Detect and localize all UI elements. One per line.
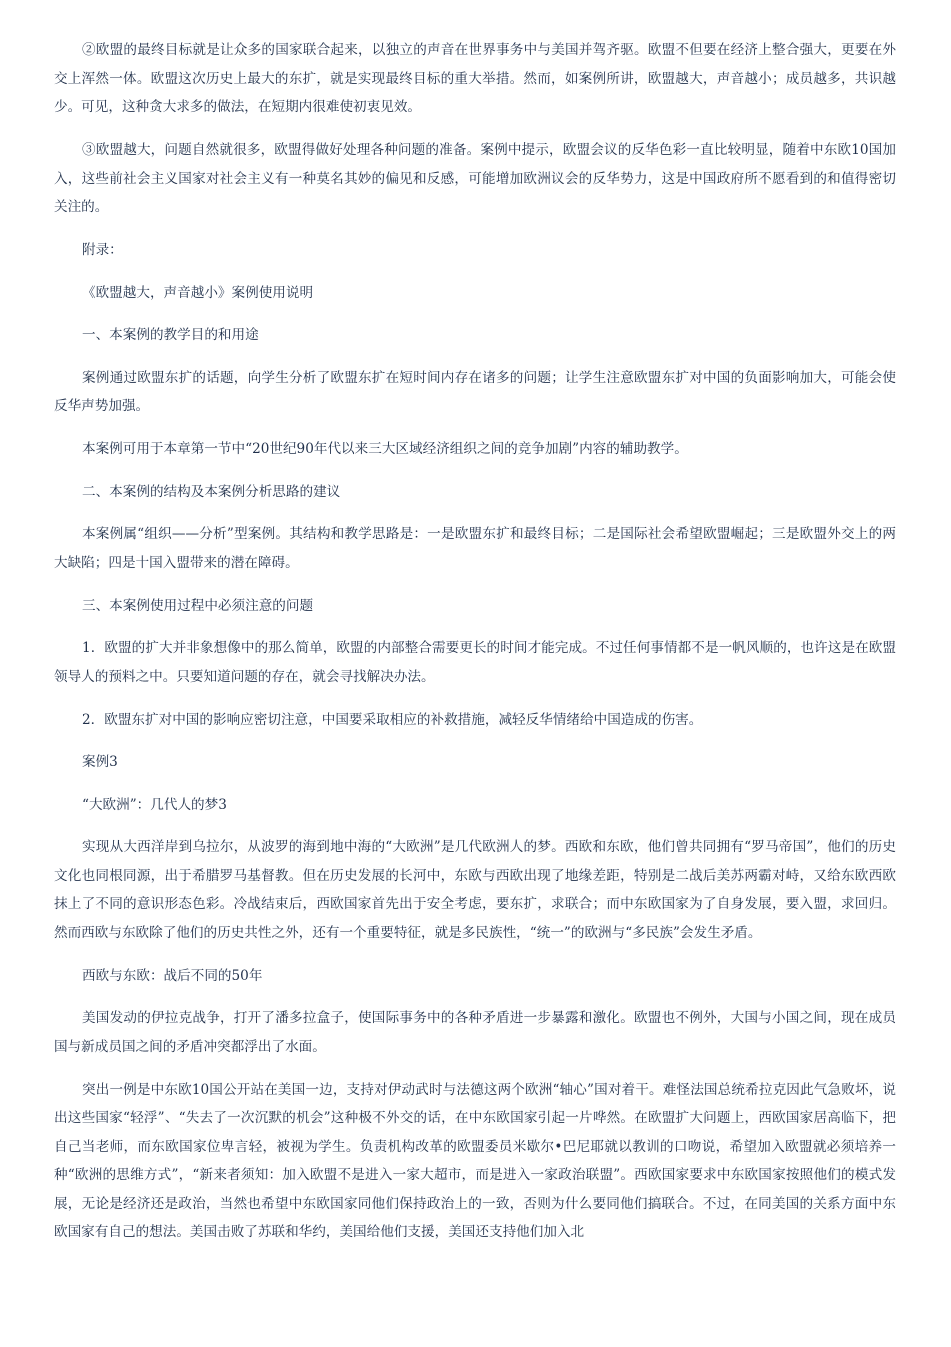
case-title: “大欧洲”：几代人的梦3 (82, 796, 227, 813)
section-heading-3: 三、本案例使用过程中必须注意的问题 (82, 597, 314, 614)
paragraph-note-2: 2．欧盟东扩对中国的影响应密切注意，中国要采取相应的补救措施，减轻反华情绪给中国造成的伤害。 (82, 711, 703, 728)
section-heading-2: 二、本案例的结构及本案例分析思路的建议 (82, 483, 341, 500)
section-heading-1: 一、本案例的教学目的和用途 (82, 327, 259, 343)
paragraph-greater-europe: 实现从大西洋岸到乌拉尔，从波罗的海到地中海的“大欧洲”是几代欧洲人的梦。西欧和东欧，他们曾共同拥有“罗马帝国”，他们的历史文化也同根同源，出于希腊罗马基督教。但在历史发展的长河中，东欧与西欧出现了地缘差距，特别是二战后美苏两霸对峙，又给东欧西欧抹上了不同的意识形态色彩。冷战结束后，西欧国家首先出于安全考虑，要东扩，求联合；而中东欧国家为了自身发展，要入盟，求回归。然而西欧与东欧除了他们的历史共性之外，还有一个重要特征，就是多民族性，“统一”的欧洲与“多民族”会发生矛盾。 (54, 839, 896, 941)
paragraph-note-1: 1．欧盟的扩大并非象想像中的那么简单，欧盟的内部整合需要更长的时间才能完成。不过任何事情都不是一帆风顺的，也许这是在欧盟领导人的预料之中。只要知道问题的存在，就会寻找解决办法。 (54, 640, 896, 685)
appendix-label: 附录： (82, 242, 123, 258)
paragraph-case-structure: 本案例属“组织——分析”型案例。其结构和教学思路是：一是欧盟东扩和最终目标；二是国际社会希望欧盟崛起；三是欧盟外交上的两大缺陷；四是十国入盟带来的潜在障碍。 (54, 526, 896, 571)
paragraph-usage-scope: 本案例可用于本章第一节中“20世纪90年代以来三大区域经济组织之间的竞争加剧”内容的辅助教学。 (82, 441, 688, 457)
paragraph-iraq-war: 美国发动的伊拉克战争，打开了潘多拉盒子，使国际事务中的各种矛盾进一步暴露和激化。欧盟也不例外，大国与小国之间，现在成员国与新成员国之间的矛盾冲突都浮出了水面。 (54, 1010, 896, 1055)
document-page (54, 36, 896, 1260)
paragraph-eu-problems: ③欧盟越大，问题自然就很多，欧盟得做好处理各种问题的准备。案例中提示，欧盟会议的反华色彩一直比较明显，随着中东欧10国加入，这些前社会主义国家对社会主义有一种莫名其妙的偏见和反感，可能增加欧洲议会的反华势力，这是中国政府所不愿看到的和值得密切关注的。 (54, 142, 896, 215)
subheading-west-east: 西欧与东欧：战后不同的50年 (82, 967, 263, 984)
case-label: 案例3 (82, 754, 118, 770)
paragraph-central-eastern-europe: 突出一例是中东欧10国公开站在美国一边，支持对伊动武时与法德这两个欧洲“轴心”国对着干。难怪法国总统希拉克因此气急败坏，说出这些国家“轻浮”、“失去了一次沉默的机会”这种极不外交的话，在中东欧国家引起一片哗然。在欧盟扩大问题上，西欧国家居高临下，把自己当老师，而东欧国家位卑言轻，被视为学生。负责机构改革的欧盟委员米歇尔•巴尼耶就以教训的口吻说，希望加入欧盟就必须培养一种“欧洲的思维方式”，“新来者须知：加入欧盟不是进入一家大超市，而是进入一家政治联盟”。西欧国家要求中东欧国家按照他们的模式发展，无论是经济还是政治，当然也希望中东欧国家同他们保持政治上的一致，否则为什么要同他们搞联合。不过，在同美国的关系方面中东欧国家有自己的想法。美国击败了苏联和华约，美国给他们支援，美国还支持他们加入北 (54, 1081, 896, 1240)
paragraph-eu-goal: ②欧盟的最终目标就是让众多的国家联合起来，以独立的声音在世界事务中与美国并驾齐驱。欧盟不但要在经济上整合强大，更要在外交上浑然一体。欧盟这次历史上最大的东扩，就是实现最终目标的重大举措。然而，如案例所讲，欧盟越大，声音越小；成员越多，共识越少。可见，这种贪大求多的做法，在短期内很难使初衷见效。 (54, 42, 896, 115)
paragraph-teaching-purpose: 案例通过欧盟东扩的话题，向学生分析了欧盟东扩在短时间内存在诸多的问题；让学生注意欧盟东扩对中国的负面影响加大，可能会使反华声势加强。 (54, 369, 896, 414)
case-usage-title: 《欧盟越大，声音越小》案例使用说明 (82, 284, 314, 301)
